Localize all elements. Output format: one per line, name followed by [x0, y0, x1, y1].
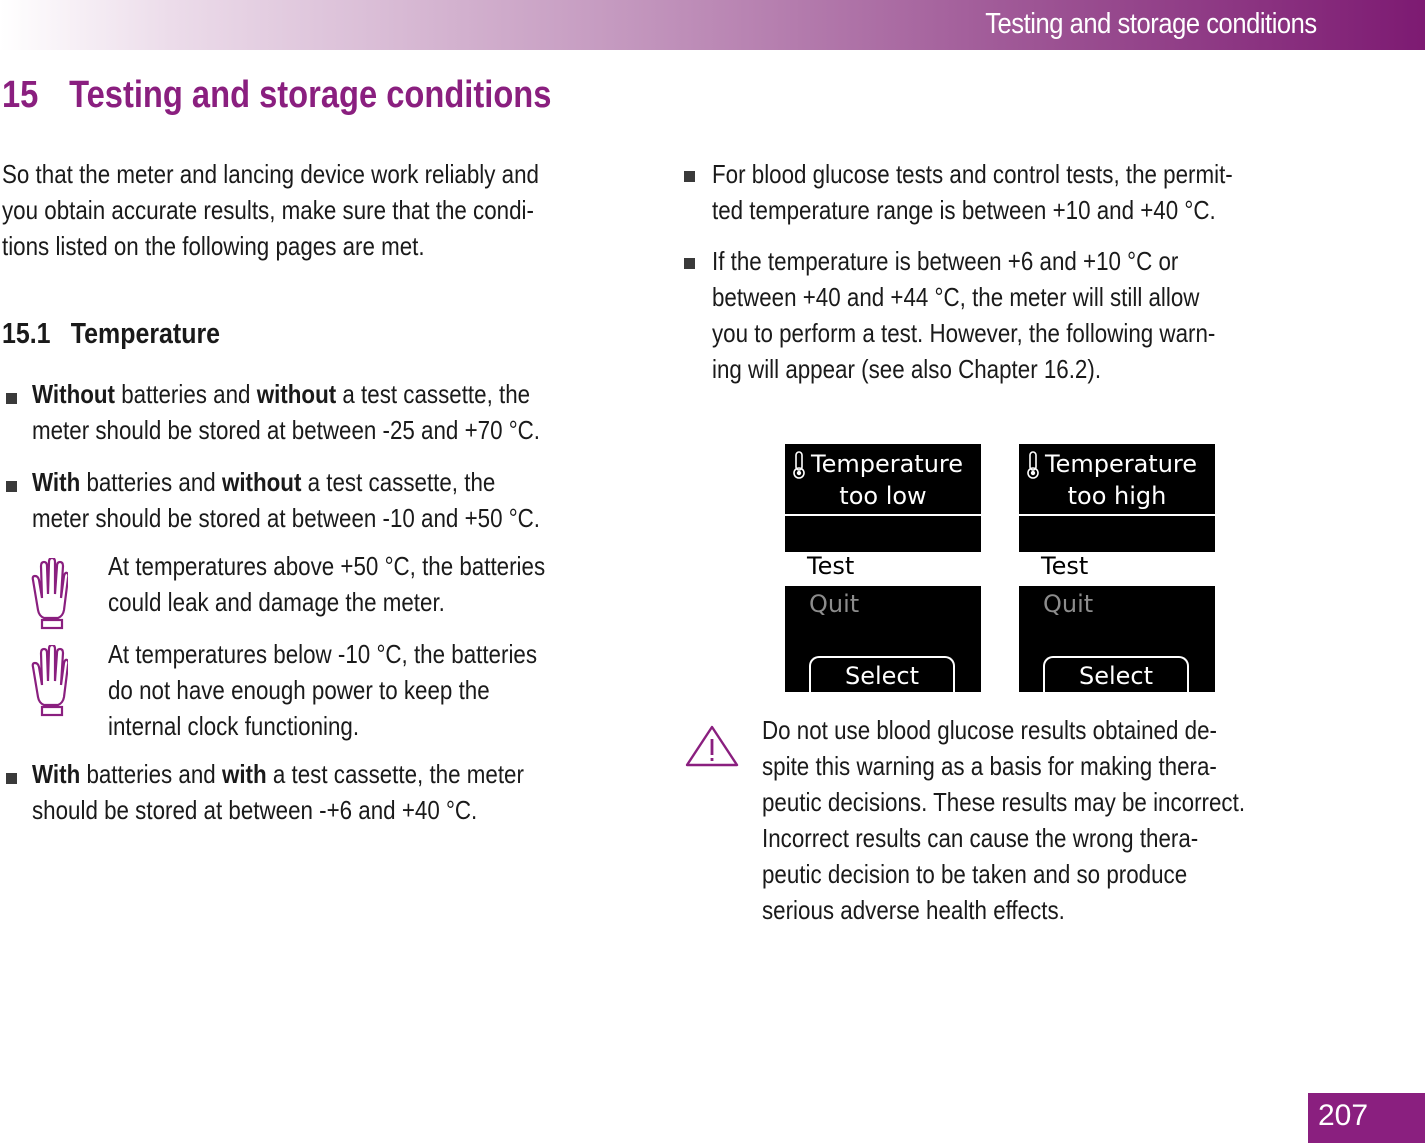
bullet-text: batteries and [80, 759, 222, 789]
intro-paragraph [2, 156, 539, 264]
screen-warning-subtitle: too low [839, 482, 927, 510]
bullet-text: between +40 and +44 °C, the meter will still allow [712, 282, 1200, 312]
bullet-text: meter should be stored at between -25 and +70 °C. [32, 415, 541, 445]
bullet-square-icon [6, 393, 17, 404]
bold-term: with [221, 759, 267, 789]
bold-term: With [32, 759, 81, 789]
meter-screen-too-low [785, 444, 981, 692]
bullet-item [32, 464, 540, 536]
hand-stop-icon [28, 558, 68, 632]
bullet-square-icon [6, 773, 17, 784]
note-line: internal clock functioning. [108, 711, 360, 741]
bullet-text: If the temperature is between +6 and +10 °C or [712, 246, 1179, 276]
header-title: Testing and storage conditions [985, 8, 1317, 40]
warning-line: Do not use blood glucose results obtained de- [762, 715, 1217, 745]
warning-line: Incorrect results can cause the wrong thera- [762, 823, 1199, 853]
bullet-text: a test cassette, the [301, 467, 496, 497]
note-line: could leak and damage the meter. [108, 587, 445, 617]
note-paragraph [108, 636, 537, 744]
warning-triangle-icon [684, 724, 740, 768]
screen-divider [1019, 514, 1215, 516]
screen-menu-test: Test [1041, 552, 1089, 580]
screen-select-softkey: Select [1043, 656, 1189, 692]
page-number: 207 [1318, 1099, 1369, 1132]
section-number: 15 [2, 74, 39, 116]
bullet-text: meter should be stored at between -10 and +50 °C. [32, 503, 541, 533]
bold-term: With [32, 467, 81, 497]
warning-line: peutic decisions. These results may be incorrect. [762, 787, 1246, 817]
bullet-text: a test cassette, the [336, 379, 531, 409]
right-bullet-item [712, 156, 1233, 228]
screen-divider [785, 514, 981, 516]
subsection-number: 15.1 [2, 318, 51, 350]
subsection-title: Temperature [70, 318, 221, 350]
bullet-text: batteries and [114, 379, 257, 409]
thermometer-icon [1024, 450, 1042, 480]
screen-menu-quit: Quit [1043, 590, 1094, 618]
note-line: do not have enough power to keep the [108, 675, 490, 705]
bullet-text: you to perform a test. However, the following warn- [712, 318, 1216, 348]
screen-warning-title: Temperature [1045, 450, 1198, 478]
bullet-item [32, 376, 540, 448]
note-line: At temperatures below -10 °C, the batteries [108, 639, 538, 669]
bullet-text: ted temperature range is between +10 and +40 °C. [712, 195, 1216, 225]
warning-line: spite this warning as a basis for making thera- [762, 751, 1217, 781]
thermometer-icon [790, 450, 808, 480]
warning-paragraph [762, 712, 1245, 928]
bullet-square-icon [6, 481, 17, 492]
header-bar [0, 0, 1425, 50]
warning-line: peutic decision to be taken and so produce [762, 859, 1188, 889]
bullet-text: should be stored at between -+6 and +40 °C. [32, 795, 478, 825]
section-title: Testing and storage conditions [69, 74, 552, 116]
hand-stop-icon [28, 645, 68, 719]
bold-term: Without [32, 379, 115, 409]
screen-warning-subtitle: too high [1067, 482, 1167, 510]
note-line: At temperatures above +50 °C, the batteries [108, 551, 546, 581]
page-number-box [1308, 1093, 1425, 1143]
bold-term: without [256, 379, 337, 409]
bullet-item [32, 756, 524, 828]
warning-line: serious adverse health effects. [762, 895, 1065, 925]
bold-term: without [221, 467, 302, 497]
meter-screen-too-high [1019, 444, 1215, 692]
bullet-square-icon [684, 258, 695, 269]
bullet-text: For blood glucose tests and control tests, the permit- [712, 159, 1233, 189]
subsection-heading [2, 318, 220, 351]
bullet-text: batteries and [80, 467, 222, 497]
section-heading [2, 74, 551, 117]
bullet-text: a test cassette, the meter [266, 759, 524, 789]
intro-line: tions listed on the following pages are met. [2, 231, 425, 261]
screen-warning-title: Temperature [811, 450, 964, 478]
screen-menu-test: Test [807, 552, 855, 580]
right-bullet-item [712, 243, 1215, 387]
screen-select-softkey: Select [809, 656, 955, 692]
intro-line: you obtain accurate results, make sure that the condi- [2, 195, 534, 225]
bullet-text: ing will appear (see also Chapter 16.2). [712, 354, 1102, 384]
screen-menu-quit: Quit [809, 590, 860, 618]
intro-line: So that the meter and lancing device work reliably and [2, 159, 539, 189]
note-paragraph [108, 548, 545, 620]
bullet-square-icon [684, 171, 695, 182]
